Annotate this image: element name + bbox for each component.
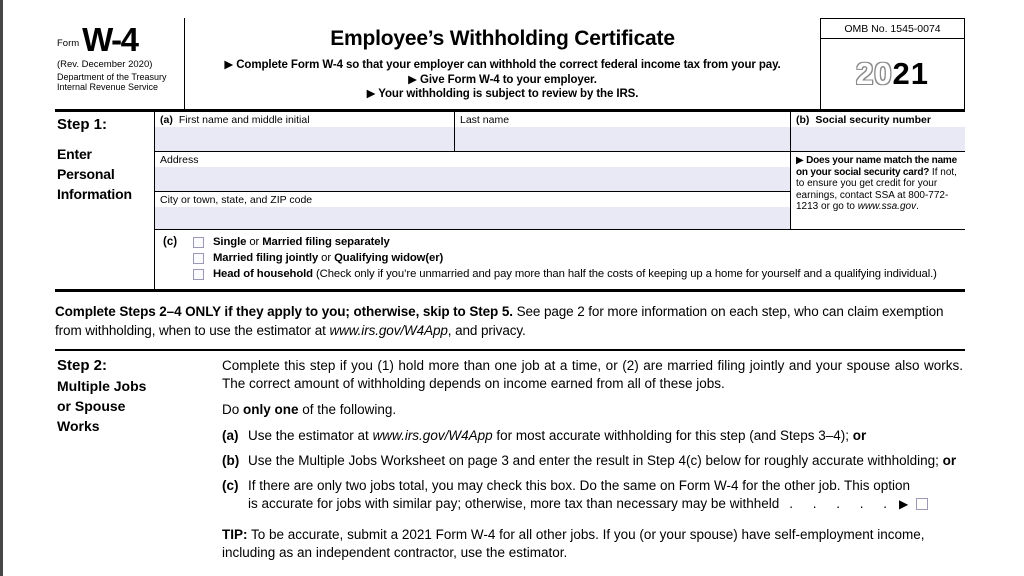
step2-item-c (222, 477, 963, 513)
married-jointly-checkbox[interactable] (193, 253, 204, 264)
pointer-arrow-icon: ▶ (899, 497, 909, 511)
omb-number: OMB No. 1545-0074 (821, 19, 964, 39)
item-b-tag: (b) (222, 453, 240, 468)
step1-sublabel-line2: Personal (57, 166, 115, 182)
first-name-cell (155, 112, 455, 151)
tax-year (821, 39, 964, 109)
estimator-url: www.irs.gov/W4App (329, 323, 448, 338)
step2-tip (222, 526, 963, 562)
address-note-row (155, 152, 965, 230)
step2-label-block (55, 357, 222, 562)
form-revision: (Rev. December 2020) (57, 59, 153, 70)
form-word: Form (57, 38, 80, 49)
step2-sublabel-line1: Multiple Jobs (57, 378, 147, 394)
form-header (55, 18, 965, 112)
step2-item-a (222, 427, 963, 445)
steps-2-4-notice (55, 302, 965, 340)
item-c-text (248, 477, 963, 513)
option-head-of-household-text: Head of household (Check only if you’re unmarried and pay more than half the costs of keeping up a home for yourself and a qualifying individual.) (213, 268, 937, 280)
step2-item-b (222, 452, 963, 470)
ssn-label-text: Social security number (815, 114, 931, 126)
tip-bold: TIP: (222, 527, 248, 542)
option-married-jointly-text: Married filing jointly or Qualifying widow(er) (213, 252, 444, 264)
form-title: Employee’s Withholding Certificate (330, 27, 675, 50)
option-single-text: Single or Married filing separately (213, 236, 390, 248)
field-a-tag: (a) (160, 114, 173, 126)
step2-sublabel-line3: Works (57, 418, 100, 434)
step1-label-block (55, 112, 155, 289)
department-line: Department of the Treasury (57, 72, 167, 82)
address-label: Address (160, 154, 199, 166)
ssa-url: www.ssa.gov (857, 201, 917, 213)
form-number-line (57, 21, 182, 58)
item-c-line2-text: is accurate for jobs with similar pay; otherwise, more tax than necessary may be withheld (248, 496, 780, 511)
ssn-match-note (791, 152, 965, 229)
step2-section (55, 349, 965, 562)
filing-status-row (155, 230, 965, 289)
field-b-tag: (b) (796, 114, 810, 126)
address-city-column (155, 152, 791, 229)
ssn-label (791, 112, 965, 127)
form-instructions (185, 58, 820, 102)
step1-section (55, 112, 965, 292)
first-name-label (155, 112, 454, 127)
item-c-line1: If there are only two jobs total, you may check this box. Do the same on Form W-4 for the other job. This option (248, 478, 911, 493)
step2-do-line: Do only one of the following. (222, 402, 397, 417)
tax-year-solid-digits: 21 (892, 56, 929, 91)
step1-fields (155, 112, 965, 289)
step2-content (222, 357, 965, 562)
form-number: W-4 (82, 21, 138, 58)
name-ssn-row (155, 112, 965, 152)
notice-bold: Complete Steps 2–4 ONLY if they apply to you; otherwise, skip to Step 5. (55, 304, 513, 319)
instruction-bullet-1: ▶ Complete Form W-4 so that your employer can withhold the correct federal income tax from your pay. (224, 59, 781, 71)
city-input[interactable] (155, 207, 790, 229)
form-id-block (55, 18, 185, 109)
form-title-block (185, 18, 820, 109)
filing-status-option-head-of-household (193, 268, 965, 280)
two-jobs-checkbox[interactable] (916, 498, 928, 510)
ssn-cell (791, 112, 965, 151)
city-cell (155, 192, 790, 229)
tip-text: To be accurate, submit a 2021 Form W-4 for all other jobs. If you (or your spouse) have self-employment income, including as an independent contractor, use the estimator. (222, 527, 925, 560)
notice-text1: See page 2 for more information on each step, who can claim exemption from withholding, when to use the estimator at (55, 304, 944, 338)
item-c-line2 (248, 495, 963, 513)
field-c-tag: (c) (163, 236, 178, 248)
tax-year-outline-digits: 20 (856, 56, 893, 91)
last-name-cell (455, 112, 791, 151)
ssn-note-bold: ▶ Does your name match the name on your social security card? (796, 155, 957, 178)
item-a-tag: (a) (222, 428, 239, 443)
omb-year-box (820, 18, 965, 109)
filing-status-options (193, 236, 965, 284)
instruction-bullet-3: ▶ Your withholding is subject to review by the IRS. (366, 88, 639, 100)
last-name-input[interactable] (455, 127, 790, 151)
step2-sublabel (57, 376, 222, 436)
step2-label: Step 2: (57, 357, 108, 374)
ssn-note-end: . (916, 201, 919, 213)
first-name-label-text: First name and middle initial (178, 114, 310, 126)
w4-form (55, 18, 965, 562)
ssn-input[interactable] (791, 127, 965, 151)
ssn-note-text: If not, to ensure you get credit for your earnings, contact SSA at 800-772-1213 or go to (796, 166, 957, 213)
estimator-url-item-a: www.irs.gov/W4App (372, 428, 493, 443)
last-name-label: Last name (460, 114, 510, 126)
filing-status-option-married-jointly (193, 252, 965, 264)
head-of-household-checkbox[interactable] (193, 269, 204, 280)
notice-text2: , and privacy. (447, 323, 526, 338)
step1-sublabel-line3: Information (57, 186, 132, 202)
single-checkbox[interactable] (193, 237, 204, 248)
item-a-text: Use the estimator at www.irs.gov/W4App for most accurate withholding for this step (and Steps 3–4); or (248, 428, 867, 443)
city-label: City or town, state, and ZIP code (160, 194, 313, 206)
step1-label: Step 1: (57, 116, 108, 133)
step1-sublabel-line1: Enter (57, 146, 92, 162)
dot-leader: . . . . . (789, 496, 887, 511)
filing-status-option-single (193, 236, 965, 248)
step2-sublabel-line2: or Spouse (57, 398, 126, 414)
first-name-input[interactable] (155, 127, 454, 151)
item-b-text: Use the Multiple Jobs Worksheet on page 3 and enter the result in Step 4(c) below for roughly accurate withholding; or (248, 453, 957, 468)
agency-line: Internal Revenue Service (57, 82, 159, 92)
instruction-bullet-2: ▶ Give Form W-4 to your employer. (408, 73, 597, 86)
page-left-edge-line (0, 0, 3, 576)
item-c-tag: (c) (222, 478, 239, 493)
step2-intro: Complete this step if you (1) hold more than one job at a time, or (2) are married filing jointly and your spouse also works. The correct amount of withholding depends on income earned from all of these jobs. (222, 358, 963, 391)
address-cell (155, 152, 790, 192)
address-input[interactable] (155, 167, 790, 191)
step1-sublabel (57, 144, 152, 204)
